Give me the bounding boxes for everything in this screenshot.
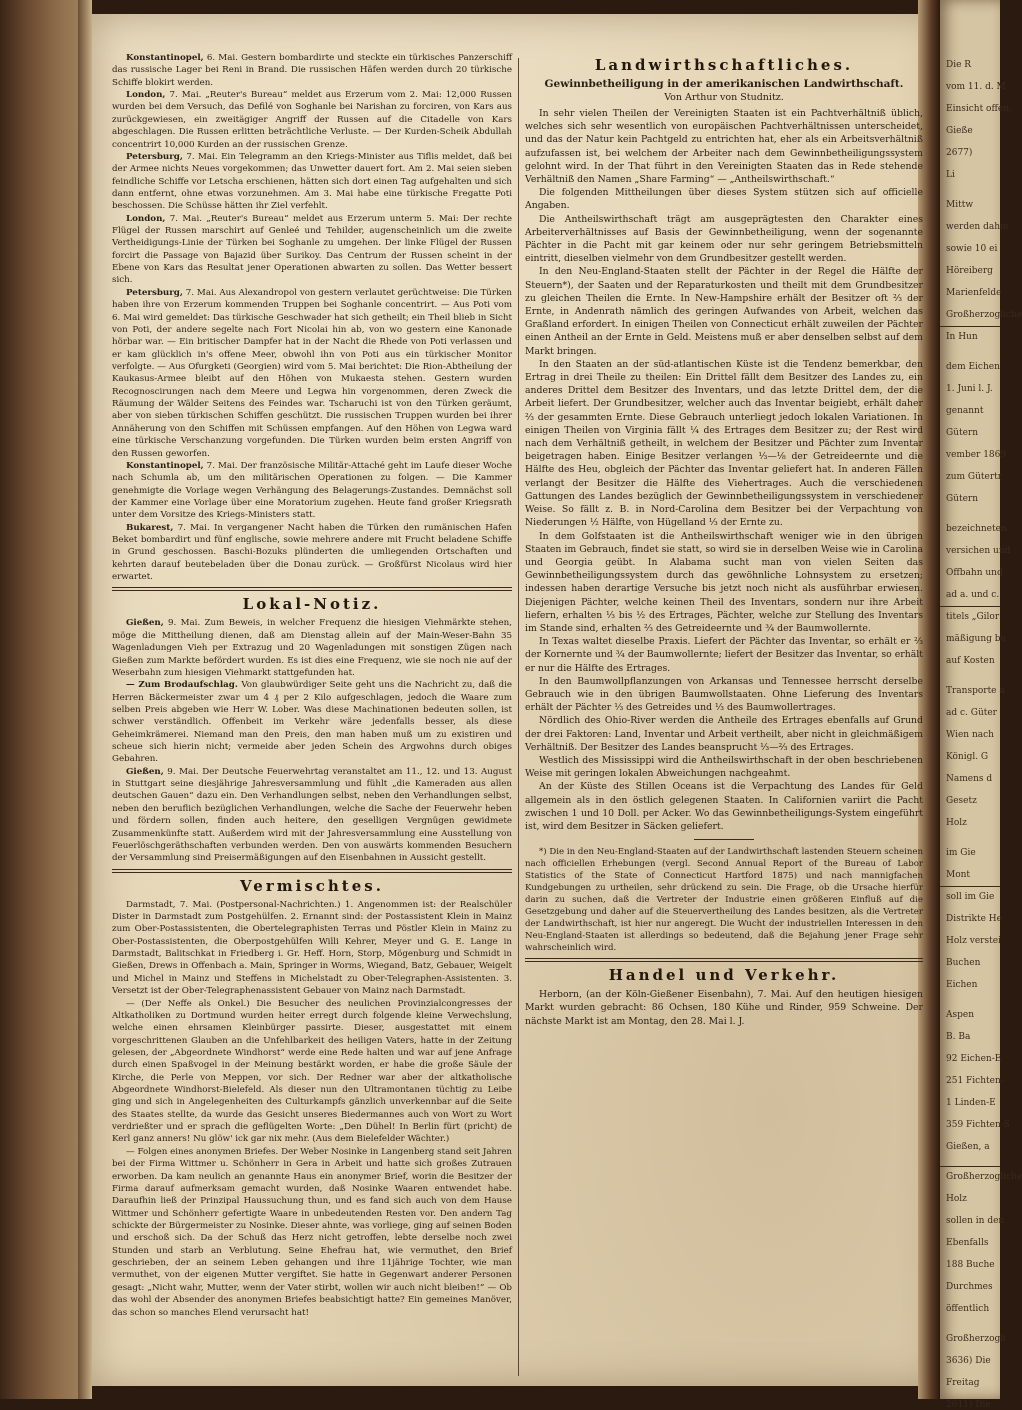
miscellany — [112, 899, 512, 1319]
adjacent-page-text: Mittw — [946, 200, 974, 210]
agriculture-heading: Landwirthschaftliches. — [594, 56, 854, 74]
adjacent-page-text: bezeichneten — [946, 524, 1007, 534]
adjacent-page-text: Holz verstei — [946, 936, 1001, 946]
left-column — [112, 52, 512, 1319]
dateline-place: Gießen, — [126, 618, 164, 629]
article-paragraph: An der Küste des Stillen Oceans ist die Verpachtung des Landes für Geld allgemein als in den östlich gelegenen Staaten. In Californien variirt die Pacht zwischen 1 und 10 Doll. per Acker. Wo das Gewinnbetheiligungs-System eingeführt ist, wird dem Besitzer in Säcken geliefert. — [525, 781, 923, 832]
article-paragraph: In den Staaten an der süd-atlantischen Küste ist die Tendenz bemerkbar, den Ertrag in drei Theile zu theilen: Ein Drittel fällt dem Besitzer des Landes zu, ein anderes Drittel dem Besitzer des Inventars, und das letzte Drittel dem, der die Arbeit liefert. Der Grundbesitzer, welcher auch das Inventar beigiebt, erhält daher ⅔ der gesammten Ernte. Diese Gebrauch unterliegt jedoch lokalen Variationen. In einigen Theilen von Virginia fällt ¼ des Ertrages dem Besitzer zu; der Rest wird nach dem Verhältniß getheilt, in welchem der Besitzer und Pächter zum Inventar beigetragen haben. Einige Besitzer verlangen ⅓—⅛ der Getreideernte und die Hälfte des Heu, obgleich der Pächter das Inventar geliefert hat. In anderen Fällen verlangt der Besitzer die Hälfte des Viehertrages. Auch die verschiedenen Gattungen des Landes bezüglich der Gewinnbetheiligungssystem in verschiedener Weise. So fällt z. B. in Nord-Carolina dem Besitzer bei der Verpachtung von Niederungen ½ Hälfte, von Hügelland ⅓ der Ernte zu. — [525, 358, 923, 529]
section-rule — [112, 587, 512, 591]
dateline-text: 7. Mai. Aus Alexandropol von gestern verlautet gerüchtweise: Die Türken haben ihre von Erzerum kommenden Truppen bei Soghanle concentrirt. — Aus Poti vom 6. Mai wird gemeldet: Das türkische Geschwader hat sich getheilt; ein Theil blieb in Sicht von Poti, der andere segelte nach Fort Nicolai hin ab, von wo gestern eine Kanonade hörbar war. — Ein britischer Dampfer hat in der Nacht die Rhede von Poti verlassen und er kam glücklich in's offene Meer, obwohl ihn von Poti aus ein türkischer Monitor verfolgte. — Aus Ofurgketi (Georgien) wird vom 5. Mai berichtet: Die Rion-Abtheilung der Kaukasus-Armee bleibt auf den Höhen von Mukaesta stehen. Gestern wurden Recognoscirungen nach dem Meere und Legwa hin vorgenommen, deren Zweck die Räumung der Wälder Seitens des Feindes war. Tscharuchi ist von den Türken geräumt, aber von sieben türkischen Schiffen geschützt. Die russischen Truppen wurden bei ihrer Annäherung von den Schiffen mit Schüssen empfangen. Auf den Höhen von Legwa ward eine türkische Verschanzung vorgefunden. Die Türken wurden beim ersten Angriff von den Russen geworfen. — [112, 287, 512, 459]
adjacent-page-text: Holz — [946, 818, 967, 828]
adjacent-page-text: sollen in den — [946, 1216, 1005, 1226]
local-item — [112, 766, 512, 865]
misc-item: Darmstadt, 7. Mai. (Postpersonal-Nachrichten.) 1. Angenommen ist: der Realschüler Dister in Darmstadt zum Postgehülfen. 2. Ernannt sind: der Postassistent Klein in Mainz zum Ober-Postassistenten, die Obertelegraphisten Terras und Pöstler Klein in Mainz zu Ober-Postassistenten, die Oberpostgehülfen Willi Kehrer, Meyer und G. E. Lange in Darmstadt, Balitschkat in Friedberg i. Gr. Heff. Horn, Storp, Mögenburg und Schmidt in Gießen, Drews in Offenbach a. Main, Springer in Worms, Wiegand, Batz, Gebauer, Weigelt und Michel in Mainz und Steffens in Michelstadt zu Ober-Telegraphen-Assistenten. 3. Versetzt ist der Ober-Telegraphenassistent Gebauer von Mainz nach Darmstadt. — [112, 899, 512, 997]
dateline-place: — Zum Brodaufschlag. — [126, 680, 238, 691]
adjacent-page-text: werden dahie — [946, 222, 1009, 232]
column-divider — [518, 58, 519, 1376]
adjacent-page-text: Distrikte He — [946, 914, 1002, 924]
news-item — [112, 287, 512, 460]
adjacent-page-text: Höreiberg — [946, 266, 993, 276]
dateline-text: Von glaubwürdiger Seite geht uns die Nachricht zu, daß die Herren Bäckermeister zwar um 4 ₰ per 2 Kilo aufgeschlagen, jedoch die Waare zum selben Preis abgeben wie Herr W. Lober. Was diese Machinationen bedeuten sollen, ist schwer verständlich. Offenbeit im Verkehr wäre jedenfalls besser, als diese Geheimkrämerei. Niemand man den Preis, den man haben muß um zu existiren und scheue sich hierin nicht; vermeide aber jeden Schein des Argwohns durch obiges Gebahren. — [112, 680, 512, 765]
adjacent-page-text: 251 Fichten- — [946, 1076, 1004, 1086]
adjacent-page-text: Holz — [946, 1194, 967, 1204]
dateline-text: 9. Mai. Der Deutsche Feuerwehrtag veranstaltet am 11., 12. und 13. August in Stuttgart seine diesjährige Jahresversammlung und fühlt „die Kameraden aus allen deutschen Gauen“ dazu ein. Den Verhandlungen selbst, neben den Verhandlungen selbst, neben den beruflich bezüglichen Verhandlungen, welche die Sache der Feuerwehr heben und fördern sollen, finden auch heitere, den geselligen Vergnügen gewidmete Zusammenkünfte statt. Außerdem wird mit der Jahresversammlung eine Ausstellung von Feuerlöschgeräthschaften verbunden werden. Den von auswärts kommenden Besuchern der Versammlung sind Preisermäßigungen auf den Eisenbahnen in Aussicht gestellt. — [112, 766, 512, 864]
dateline-place: Konstantinopel, — [126, 460, 204, 471]
agriculture-article — [525, 107, 923, 833]
adjacent-page-text: Gütern — [946, 428, 979, 438]
adjacent-page-text: Durchmes — [946, 1282, 993, 1292]
adjacent-page-text: Gieße — [946, 126, 973, 136]
section-rule — [112, 869, 512, 873]
adjacent-page-text: Königl. G — [946, 752, 989, 762]
dateline-place: Bukarest, — [126, 522, 174, 533]
misc-item: — Folgen eines anonymen Briefes. Der Weber Nosinke in Langenberg stand seit Jahren bei der Firma Wittmer u. Schönherr in Gera in Arbeit und hatte sich großes Zutrauen erworben. Da kam neulich an genannte Haus ein anonymer Brief, worin die Besitzer der Firma darauf aufmerksam gemacht wurden, daß Nosinke Waaren entwendet habe. Daraufhin ließ der Prinzipal Haussuchung thun, und es fand sich auch von dem Hause Wittmer und Schönherr gefertigte Waare in unbedeutenden Resten vor. Den andern Tag schickte der Bürgermeister zu Nosinke. Dieser ahnte, was vorliege, ging auf seinen Boden und erschoß sich. Da der Schuß das Herz nicht getroffen, lebte derselbe noch zwei Stunden und starb an Verblutung. Seine Ehefrau hat, wie vermuthet, den Brief geschrieben, der an seinem Leben gehangen und ihre 11jährige Tochter, wie man vermuthet, von der eigenen Mutter vergiftet. Sie hatte in Gegenwart anderer Personen gesagt: „Nicht wahr, Mutter, wenn der Vater stirbt, wollen wir auch nicht bleiben!“ — Ob das wohl der Absender des anonymen Briefes beabsichtigt hatte? Ein gemeines Manöver, das schon so manches Elend verursacht hat! — [112, 1146, 512, 1318]
dateline-place: Petersburg, — [126, 151, 183, 162]
adjacent-page-text: 92 Eichen-E — [946, 1054, 1002, 1064]
adjacent-page-rule — [940, 1166, 1000, 1167]
article-paragraph: Die Antheilswirthschaft trägt am ausgeprägtesten den Charakter eines Arbeiterverhältnisses auf Basis der Gewinnbetheiligung, wenn der sogenannte Pächter in die Pacht mit gar keinem oder nur sehr geringem Betriebsmitteln eintritt, dieselben vielmehr von dem Grundbesitzer gestellt werden. — [525, 213, 923, 265]
adjacent-page-text: 2611) Die — [946, 1400, 991, 1410]
section-rule — [525, 958, 923, 962]
adjacent-page-text: Großherzogliche — [946, 1172, 1022, 1182]
news-item — [112, 52, 512, 89]
adjacent-page-text: Gesetz — [946, 796, 977, 806]
news-item — [112, 522, 512, 584]
adjacent-page-rule — [940, 606, 1000, 607]
dateline-text: 7. Mai. „Reuter's Bureau“ meldet aus Erzerum unterm 5. Mai: Der rechte Flügel der Russen marschirt auf Genleé und Tehilder, augenscheinlich um die zweite Vertheidigungs-Linie der Türken bei Soghanle zu umgehen. Der linke Flügel der Russen forcirt die Passage von Bajazid über Surikoy. Das Centrum der Russen scheint in der Ebene von Kars das Resultat jener Operationen abwarten zu sollen. Das Wetter bessert sich. — [112, 213, 512, 286]
article-paragraph: In Texas waltet dieselbe Praxis. Liefert der Pächter das Inventar, so erhält er ⅔ der Kornernte und ¾ der Baumwollernte; liefert der Besitzer das Inventar, so erhält er nur die Hälfte des Ertrages. — [525, 636, 923, 674]
dateline-text: 7. Mai. Der französische Militär-Attaché geht im Laufe dieser Woche nach Schumla ab, um den militärischen Operationen zu folgen. — Die Kammer genehmigte die Vorlage wegen Verhängung des Belagerungs-Zustandes. Demnächst soll der Kammer eine Vorlage über eine Moratorium zugehen. Heute fand großer Kriegsrath unter dem Vorsitze des Kriegs-Ministers statt. — [112, 460, 512, 521]
article-paragraph: Nördlich des Ohio-River werden die Antheile des Ertrages ebenfalls auf Grund der drei Faktoren: Land, Inventar und Arbeit vertheilt, aber nicht in gleichmäßigem Verhältniß. Der Besitzer des Landes beansprucht ⅓—⅔ des Ertrages. — [525, 715, 923, 753]
adjacent-page-text: 1. Juni l. J. — [946, 384, 993, 394]
dateline-text: 7. Mai. Ein Telegramm an den Kriegs-Minister aus Tiflis meldet, daß bei der Armee nichts Neues vorgekommen; das Unwetter dauert fort. Am 2. Mai seien sieben feindliche Schiffe vor Letscha erschienen, hätten sich dort einen Tag aufgehalten und sich dann entfernt, ohne etwas vorzunehmen. Am 3. Mai habe eine türkische Fregatte Poti beschossen. Die Schüsse hätten ihr Ziel verfehlt. — [112, 151, 512, 212]
adjacent-page-text: im Gie — [946, 848, 976, 858]
local-item — [112, 617, 512, 679]
adjacent-page-text: Die R — [946, 60, 972, 70]
article-paragraph: Die folgenden Mittheilungen über dieses System stützen sich auf officielle Angaben. — [525, 187, 923, 212]
adjacent-page-text: Einsicht offen. — [946, 104, 1012, 114]
dateline-text: 7. Mai. In vergangener Nacht haben die Türken den rumänischen Hafen Beket bombardirt und fünf englische, sowie mehrere andere mit Frucht beladene Schiffe in Grund geschossen. Baschi-Bozuks plünderten die umliegenden Ortschaften und kehrten darauf beutebeladen über die Donau zurück. — Großfürst Nicolaus wird hier erwartet. — [112, 522, 512, 583]
book-binding-left — [0, 0, 92, 1399]
adjacent-page-text: Transporte a — [946, 686, 1005, 696]
news-telegrams — [112, 52, 512, 583]
adjacent-page-text: 2677) — [946, 148, 973, 158]
adjacent-page-text: Offbahn und — [946, 568, 1003, 578]
news-item — [112, 151, 512, 213]
adjacent-page-text: B. Ba — [946, 1032, 971, 1042]
adjacent-page-text: sowie 10 ei — [946, 244, 998, 254]
dateline-place: Gießen, — [126, 766, 164, 777]
adjacent-page-text: Li — [946, 170, 955, 180]
dateline-text: 7. Mai. „Reuter's Bureau“ meldet aus Erzerum vom 2. Mai: 12,000 Russen wurden bei dem Versuch, das Defilé von Soghanle bei Narishan zu forciren, von Kars aus zurückgewiesen, ein zweitägiger Angriff der Russen auf die Citadelle von Kars abgeschlagen. Die Russen erlitten beträchtliche Verluste. — Der Kurden-Scheik Abdullah concentrirt 10,000 Kurden an der russischen Grenze. — [112, 90, 512, 150]
misc-item: — (Der Neffe als Onkel.) Die Besucher des neulichen Provinzialcongresses der Altkatholiken zu Dortmund wurden heiter erregt durch folgende kleine Verwechslung, welche einen ehrsamen Kleinbürger passirte. Dieser, ausgestattet mit einem vorgeschrittenen Glauben an die Unfehlbarkeit des heiligen Vaters, hatte in der Zeitung gelesen, der „Abgeordnete Windhorst“ werde eine Rede halten und war auf jene Anfrage durch einen Spaßvogel in der Meinung bestärkt worden, er habe die große Säule der Kirche, die Perle von Meppen, vor sich. Der Redner war aber der altkatholische Abgeordnete Windhorst-Bielefeld. Als dieser nun den Ultramontanen tüchtig zu Leibe ging und sich in Angelegenheiten des Culturkampfs gänzlich unverkennbar auf die Seite des Staates stellte, da wurde das Gesicht unseres Biedermannes auch von Wort zu Wort verdrießter und er sprach die geflügelten Worte: „Den Dühel! In Berlin fürt (pricht) de Kerl ganz anners! Nu glöw' ick gar nix mehr. (Aus dem Bielefelder Wächter.) — [112, 998, 512, 1145]
adjacent-page-text: vember 1869 — [946, 450, 1007, 460]
news-item — [112, 213, 512, 287]
adjacent-page-text: mäßigung be — [946, 634, 1006, 644]
adjacent-page-text: Großherzogliche — [946, 310, 1022, 320]
adjacent-page-rule — [940, 326, 1000, 327]
news-item — [112, 460, 512, 522]
local-news-heading: Lokal-Notiz. — [242, 595, 382, 614]
dateline-text: 6. Mai. Gestern bombardirte und steckte ein türkisches Panzerschiff das russische Lager bei Reni in Brand. Die russischen Häfen werden durch 20 türkische Schiffe blokirt werden. — [112, 53, 512, 88]
adjacent-page-text: 359 Fichten-S — [946, 1120, 1010, 1130]
adjacent-page-text: 3636) Die — [946, 1356, 991, 1366]
adjacent-page-text: Eichen — [946, 980, 978, 990]
footnote-rule — [694, 839, 754, 840]
adjacent-page-text: titels „Gilor — [946, 612, 1000, 622]
adjacent-page-text: öffentlich — [946, 1304, 990, 1314]
footnote: *) Die in den Neu-England-Staaten auf der Landwirthschaft lastenden Steuern scheinen nach officiellen Erhebungen (vergl. Second Annual Report of the Bureau of Labor Statistics of the State of Connecticut Hartford 1875) und nach mannigfachen Kundgebungen zu urtheilen, sehr drückend zu sein. Die Frage, ob die Ursache hierfür darin zu suchen, daß die Vertreter der Industrie einen größeren Einfluß auf die Gesetzgebung und daher auf die Steuervertheilung des Landes besitzen, als die Vertreter der Landwirthschaft, ist hier nur angeregt. Die Wucht der industriellen Interessen in den Neu-England-Staaten ist allerdings so bedeutend, daß die Bejahung jener Frage sehr wahrscheinlich wird. — [525, 847, 923, 954]
adjacent-page-text: zum Gütertr — [946, 472, 1003, 482]
adjacent-page-text: Wien nach — [946, 730, 994, 740]
trade-report: Herborn, (an der Köln-Gießener Eisenbahn), 7. Mai. Auf den heutigen hiesigen Markt wurden gebracht: 86 Ochsen, 180 Kühe und Rinder, 959 Schweine. Der nächste Markt ist am Montag, den 28. Mai l. J. — [525, 989, 923, 1027]
local-news — [112, 617, 512, 864]
adjacent-page-text: 188 Buche — [946, 1260, 995, 1270]
news-item — [112, 89, 512, 151]
article-paragraph: In sehr vielen Theilen der Vereinigten Staaten ist ein Pachtverhältniß üblich, welches sich sehr wesentlich von europäischen Pachtverhältnissen unterscheidet, und das der Natur kein Pachtgeld zu entrichten hat, eher als ein Arbeitsverhältniß aufzufassen ist, bei welchem der Arbeiter nach dem Gewinnbetheiligungssystem gelohnt wird. In der That führt in den Vereinigten Staaten das in Rede stehende Verhältniß den Namen „Share Farming“ — „Antheilswirthschaft.“ — [525, 108, 923, 186]
adjacent-page-text: 1 Linden-E — [946, 1098, 996, 1108]
adjacent-page-text: Mont — [946, 870, 971, 880]
adjacent-page-text: Großherzogli — [946, 1334, 1007, 1344]
adjacent-page-text: Aspen — [946, 1010, 975, 1020]
dateline-place: London, — [126, 90, 166, 101]
article-author: Von Arthur von Studnitz. — [664, 92, 784, 103]
local-item — [112, 679, 512, 766]
adjacent-page-text: genannt — [946, 406, 984, 416]
article-paragraph: In den Baumwollpflanzungen von Arkansas und Tennessee herrscht derselbe Gebrauch wie in den übrigen Baumwollstaaten. Ohne Lieferung des Inventars erhält der Pächter ⅓ des Getreides und ⅓ des Baumwollertrages. — [525, 675, 923, 714]
adjacent-page-text: Gießen, a — [946, 1142, 990, 1152]
adjacent-page-text: Buchen — [946, 958, 981, 968]
adjacent-page-text: Namens d — [946, 774, 993, 784]
adjacent-page-edge — [940, 0, 1022, 1410]
adjacent-page-text: Ebenfalls — [946, 1238, 989, 1248]
adjacent-page-text: Marienfelde — [946, 288, 1002, 298]
article-subtitle: Gewinnbetheiligung in der amerikanischen Landwirthschaft. — [544, 78, 904, 90]
dateline-text: 9. Mai. Zum Beweis, in welcher Frequenz die hiesigen Viehmärkte stehen, möge die Mittheilung dienen, daß am Dienstag allein auf der Main-Weser-Bahn 35 Wagenladungen Vieh per Extrazug und 20 Wagenladungen mit sonstigen Zügen nach Gießen zum Markte befördert wurden. Es ist dies eine Frequenz, wie sie noch nie auf der Weserbahn zum hiesigen Viehmarkt stattgefunden hat. — [112, 618, 512, 678]
adjacent-page-rule — [940, 886, 1000, 887]
adjacent-page-text: Freitag — [946, 1378, 980, 1388]
right-column — [525, 52, 923, 1028]
adjacent-page-text: ad a. und c. — [946, 590, 1000, 600]
dateline-place: London, — [126, 213, 166, 224]
adjacent-page-text: Gütern — [946, 494, 979, 504]
dateline-place: Konstantinopel, — [126, 53, 204, 63]
adjacent-page-text: ad c. Güter — [946, 708, 997, 718]
adjacent-page-text: dem Eichen — [946, 362, 1000, 372]
miscellany-heading: Vermischtes. — [240, 876, 384, 895]
adjacent-page-text: vom 11. d. M — [946, 82, 1006, 92]
trade-heading: Handel und Verkehr. — [608, 966, 840, 985]
article-paragraph: Westlich des Mississippi wird die Antheilswirthschaft in der oben beschriebenen Weise mit geringen lokalen Abweichungen nachgeahmt. — [525, 754, 923, 780]
article-paragraph: In dem Golfstaaten ist die Antheilswirthschaft weniger wie in den übrigen Staaten im Gebrauch, findet sie statt, so wird sie in derselben Weise wie in Carolina und Georgia geübt. In Alabama sucht man von vielen Seiten das Gewinnbetheiligungssystem durch das gewöhnliche Lohnsystem zu ersetzen; indessen haben derartige Versuche bis jetzt noch nicht als ausführbar erwiesen. Diejenigen Pächter, welche keinen Theil des Inventars, sondern nur ihre Arbeit liefern, erhalten ⅓ bis ½ des Ertrages, Pächter, welche zur Stellung des Inventars im Stande sind, erhalten ⅔ des Getreideernte und ¾ der Baumwollernte. — [525, 530, 923, 634]
adjacent-page-text: auf Kosten — [946, 656, 995, 666]
dateline-place: Petersburg, — [126, 287, 183, 298]
adjacent-page-text: versichen und — [946, 546, 1011, 556]
article-paragraph: In den Neu-England-Staaten stellt der Pächter in der Regel die Hälfte der Steuern*), der Saaten und der Reparaturkosten und theilt mit dem Grundbesitzer zu gleichen Theilen die Ernte. In New-Hampshire erhält der Besitzer oft ⅔ der Ernte, in Andenrath nämlich des geringen Aufwandes von Arbeit, welchen das Graßland erfordert. In einigen Theilen von Connecticut erhält zuweilen der Pächter einen Antheil an der Ernte in Geld. Meistens muß er aber denselben selbst auf dem Markt bringen. — [525, 266, 923, 357]
adjacent-page-text: In Hun — [946, 332, 978, 342]
adjacent-page-text: soll im Gie — [946, 892, 995, 902]
